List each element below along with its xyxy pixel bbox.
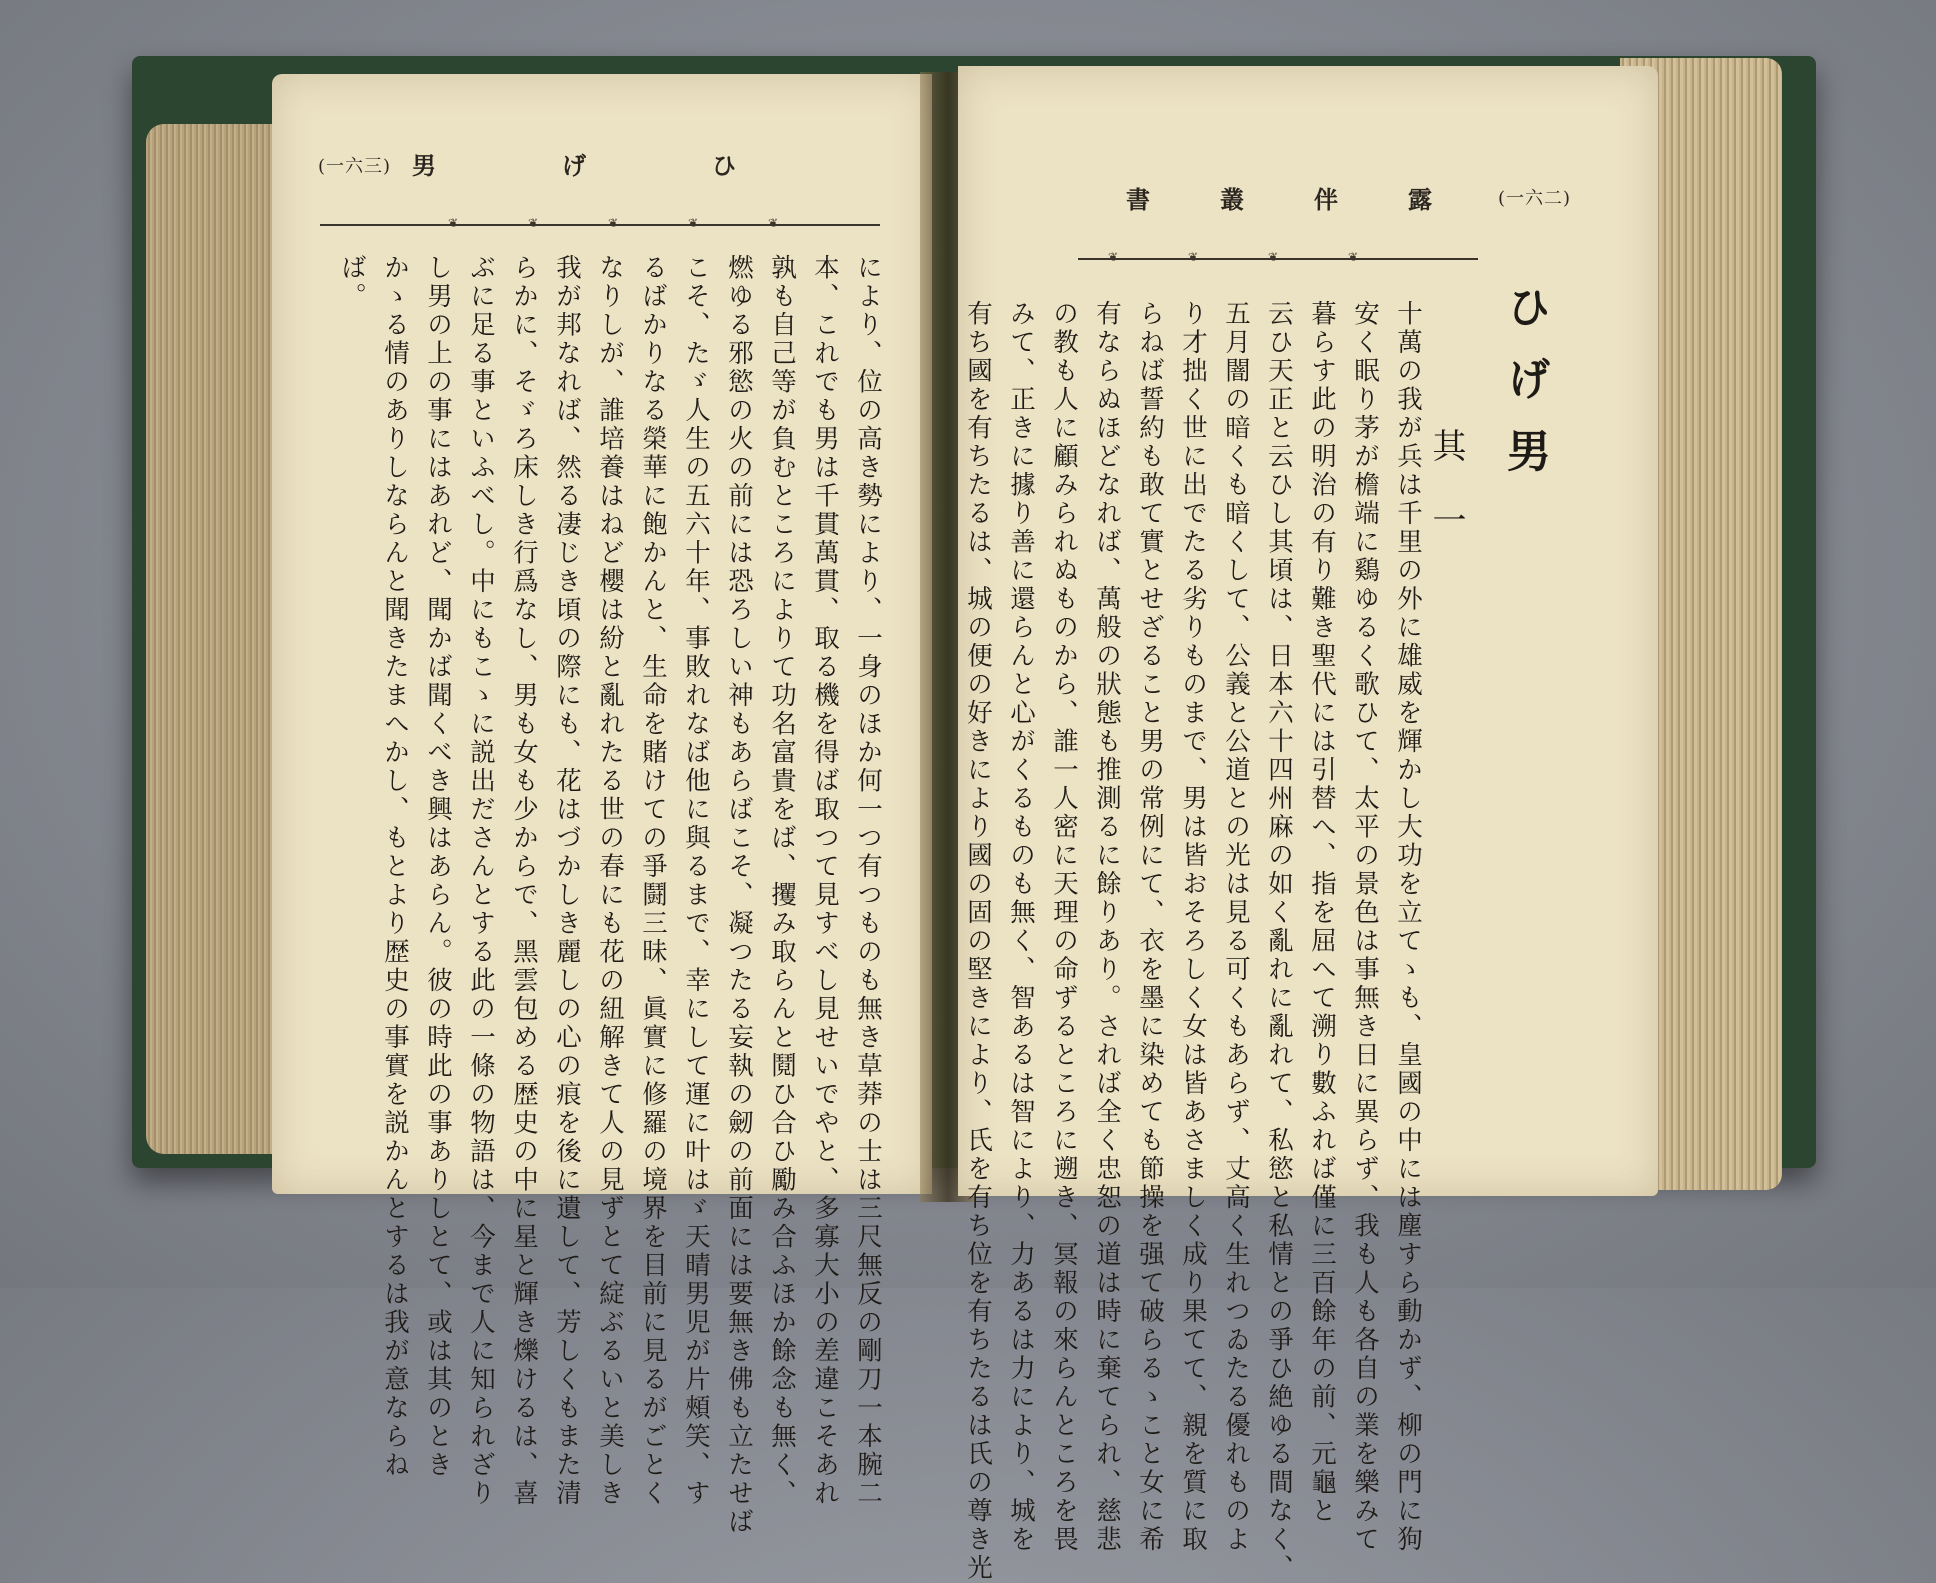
ornament-icon: ❦: [768, 216, 779, 230]
text-column: かゝる情のありしならんと聞きたまへかし、もとより歴史の事實を説かんとするは我が意ならね: [380, 254, 410, 1480]
ornament-icon: ❦: [688, 216, 699, 230]
chapter-title: ひげ男: [1499, 284, 1550, 500]
right-running-head-char: 伴: [1314, 185, 1338, 214]
text-column: 安く眠り茅が檐端に鷄ゆるく歌ひて、太平の景色は事無き日に異らず、我も人も各自の業を樂みて: [1350, 300, 1380, 1554]
text-column: らかに、そゞろ床しき行爲なし、男も女も少からで、黑雲包める歴史の中に星と輝き爍けるは、喜: [509, 254, 539, 1508]
text-column: 云ひ天正と云ひし其頃は、日本六十四州麻の如く亂れに亂れて、私慾と私情との爭ひ絶ゆる間なく、: [1264, 300, 1294, 1583]
ornament-icon: ❦: [448, 216, 459, 230]
text-column: 有ならぬほどなれば、萬般の狀態も推測るに餘りあり。されば全く忠恕の道は時に棄てられ、慈悲: [1092, 300, 1122, 1554]
ornament-icon: ❦: [528, 216, 539, 230]
ornament-icon: ❦: [1348, 250, 1359, 264]
text-column: ば。: [337, 254, 367, 311]
header-rule: [320, 224, 880, 226]
text-column: の教も人に顧みられぬものから、誰一人密に天理の命ずるところに遡き、冥報の來らんところを畏: [1049, 300, 1079, 1554]
left-running-head-char: げ: [562, 151, 586, 180]
right-page-number: (一六二): [1498, 188, 1572, 209]
text-column: により、位の高き勢により、一身のほか何一つ有つものも無き草莽の士は三尺無反の剛刀一本腕二: [853, 254, 883, 1508]
left-running-head-char: ひ: [712, 151, 736, 180]
text-column: みて、正きに據り善に還らんと心がくるものも無く、智あるは智により、力あるは力により、城を: [1006, 300, 1036, 1554]
right-running-head-char: 書: [1126, 185, 1150, 214]
text-column: 孰も自己等が負むところによりて功名富貴をば、攫み取らんと鬩ひ合ひ勵み合ふほか餘念も無く、: [767, 254, 797, 1508]
text-column: 五月闇の暗くも暗くして、公義と公道との光は見る可くもあらず、丈高く生れつゐたる優れものよ: [1221, 300, 1251, 1554]
text-column: らねば誓約も敢て實とせざること男の常例にて、衣を墨に染めても節操を强て破らるゝこと女に希: [1135, 300, 1165, 1554]
section-heading: 其一: [1426, 428, 1466, 576]
text-column: 本、これでも男は千貫萬貫、取る機を得ば取つて見すべし見せいでやと、多寡大小の差違こそあれ: [810, 254, 840, 1508]
text-column: り才拙く世に出でたる劣りものまで、男は皆おそろしく女は皆あさましく成り果てて、親を質に取: [1178, 300, 1208, 1554]
right-running-head-char: 露: [1408, 185, 1432, 214]
text-column: なりしが、誰培養はねど櫻は紛と亂れたる世の春にも花の紐解きて人の見ずとて綻ぶるいと美しき: [595, 254, 625, 1508]
text-column: 暮らす此の明治の有り難き聖代には引替へ、指を屈へて溯り數ふれば僅に三百餘年の前、元龜と: [1307, 300, 1337, 1526]
left-page: [272, 74, 932, 1537]
left-running-head-char: 男: [412, 151, 436, 180]
ornament-icon: ❦: [1188, 250, 1199, 264]
text-column: 燃ゆる邪慾の火の前には恐ろしい神もあらばこそ、凝つたる妄執の劒の前面には要無き佛も立たせば: [724, 254, 754, 1537]
text-column: るばかりなる榮華に飽かんと、生命を賭けての爭鬪三昧、眞實に修羅の境界を目前に見るがごとく: [638, 254, 668, 1508]
ornament-icon: ❦: [1108, 250, 1119, 264]
text-column: 我が邦なれば、然る凄じき頃の際にも、花はづかしき麗しの心の痕を後に遺して、芳しくもまた清: [552, 254, 582, 1508]
text-column: こそ、たゞ人生の五六十年、事敗れなば他に與るまで、幸にして運に叶はゞ天晴男児が片頰笑、す: [681, 254, 711, 1508]
text-column: ぶに足る事といふべし。中にもこゝに説出ださんとする此の一條の物語は、今まで人に知られざり: [466, 254, 496, 1508]
text-column: 十萬の我が兵は千里の外に雄威を輝かし大功を立てゝも、皇國の中には塵すら動かず、柳の門に狗: [1393, 300, 1423, 1554]
text-column: し男の上の事にはあれど、聞かば聞くべき興はあらん。彼の時此の事ありしとて、或は其のとき: [423, 254, 453, 1480]
text-column: 有ち國を有ちたるは、城の便の好きにより國の固の堅きにより、氏を有ち位を有ちたるは氏の尊き光: [963, 300, 993, 1583]
ornament-icon: ❦: [608, 216, 619, 230]
right-running-head-char: 叢: [1220, 185, 1244, 214]
ornament-icon: ❦: [1268, 250, 1279, 264]
right-page: [958, 66, 1658, 1583]
page-edges-left: [146, 124, 272, 1154]
left-page-number: (一六三): [318, 156, 392, 177]
